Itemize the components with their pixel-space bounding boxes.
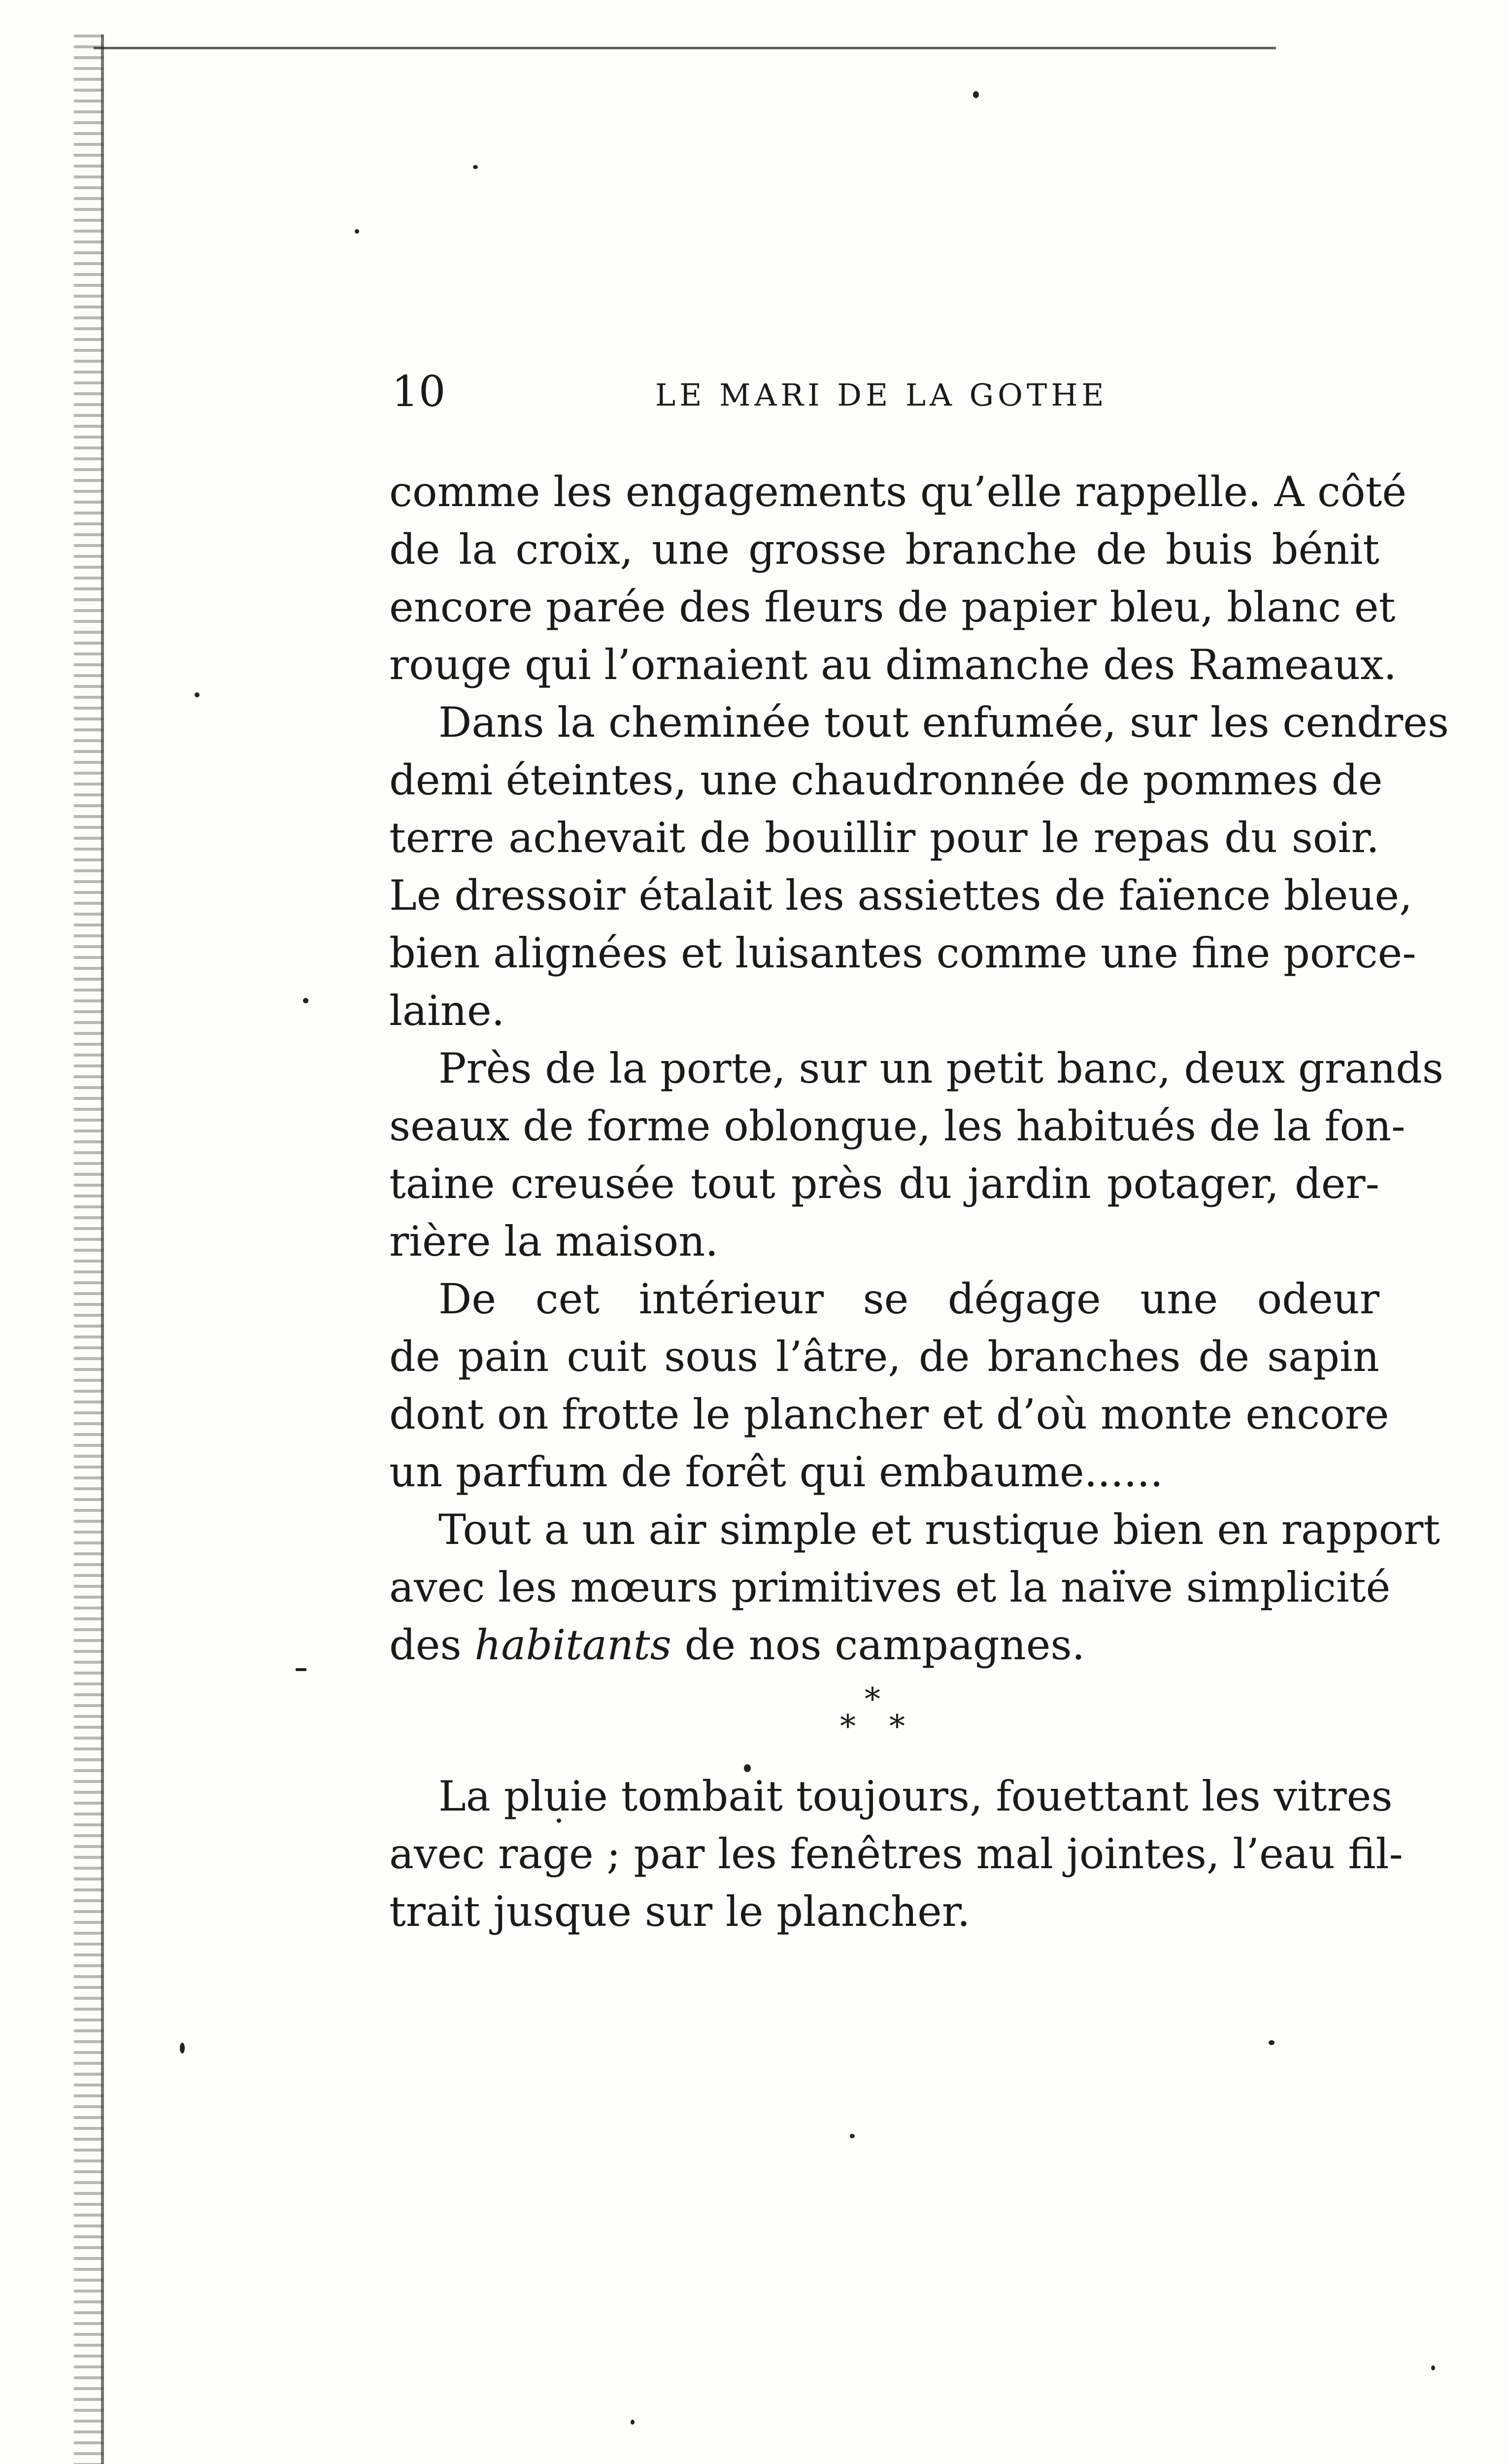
scan-speck <box>973 91 979 98</box>
text-line: De cet intérieur se dégage une odeur <box>438 1275 1379 1323</box>
binding-rule <box>101 34 104 2464</box>
text-line: avec rage ; par les fenêtres mal jointes, l’eau fil- <box>389 1830 1403 1878</box>
asterism-star: * <box>889 1709 905 1745</box>
scan-speck <box>631 2420 635 2425</box>
paragraph <box>389 463 1407 694</box>
scan-speck <box>850 2134 855 2138</box>
scan-speck <box>473 165 478 169</box>
page-number: 10 <box>392 367 446 416</box>
text-line: un parfum de forêt qui embaume...... <box>389 1448 1163 1496</box>
text-line: bien alignées et luisantes comme une fine porce- <box>389 929 1416 977</box>
scan-speck <box>180 2043 185 2053</box>
text-line: terre achevait de bouillir pour le repas du soir. <box>389 814 1379 862</box>
text-line: de la croix, une grosse branche de buis bénit <box>389 525 1379 574</box>
text-line: Près de la porte, sur un petit banc, deux grands <box>438 1044 1443 1093</box>
text-line: Dans la cheminée tout enfumée, sur les cendres <box>438 698 1449 747</box>
scan-speck <box>303 998 308 1003</box>
asterism <box>389 1674 1379 1768</box>
italic-word: habitants <box>474 1621 671 1669</box>
scan-speck <box>355 229 359 234</box>
paragraph <box>389 1501 1440 1674</box>
text-run: des <box>389 1621 475 1669</box>
text-line: laine. <box>389 987 505 1035</box>
text-run: de nos campagnes. <box>671 1621 1085 1669</box>
text-line: avec les mœurs primitives et la naïve simplicité <box>389 1563 1391 1611</box>
scan-speck <box>296 1668 306 1671</box>
text-line: La pluie tombait toujours, fouettant les vitres <box>438 1772 1393 1820</box>
text-line: Le dressoir étalait les assiettes de faïence bleue, <box>389 871 1412 920</box>
text-line: comme les engagements qu’elle rappelle. A côté <box>389 468 1407 516</box>
text-line: seaux de forme oblongue, les habitués de la fon- <box>389 1102 1406 1150</box>
text-line: encore parée des fleurs de papier bleu, blanc et <box>389 583 1396 631</box>
paragraph <box>389 1040 1443 1270</box>
text-line: demi éteintes, une chaudronnée de pommes de <box>389 756 1383 804</box>
paragraph <box>389 1270 1389 1501</box>
page-top-edge <box>94 47 1276 49</box>
scan-speck <box>195 692 200 697</box>
text-line: dont on frotte le plancher et d’où monte encore <box>389 1390 1389 1438</box>
asterism-star: * <box>865 1681 880 1718</box>
text-line: de pain cuit sous l’âtre, de branches de sapin <box>389 1333 1379 1381</box>
body-text <box>389 463 1449 1941</box>
scan-speck <box>1269 2040 1274 2045</box>
scan-speck <box>1431 2365 1435 2370</box>
running-head <box>392 365 1377 419</box>
text-line: rouge qui l’ornaient au dimanche des Rameaux. <box>389 641 1397 689</box>
binding-edge <box>74 34 103 2464</box>
running-title: LE MARI DE LA GOTHE <box>655 377 1108 413</box>
text-line: trait jusque sur le plancher. <box>389 1887 971 1936</box>
paragraph <box>389 1768 1403 1941</box>
text-line: rière la maison. <box>389 1217 719 1266</box>
paragraph <box>389 694 1449 1040</box>
asterism-star: * <box>840 1709 856 1745</box>
text-line-with-italic <box>389 1616 1379 1674</box>
text-line: taine creusée tout près du jardin potager, der- <box>389 1160 1379 1208</box>
text-line: Tout a un air simple et rustique bien en rapport <box>438 1506 1440 1554</box>
